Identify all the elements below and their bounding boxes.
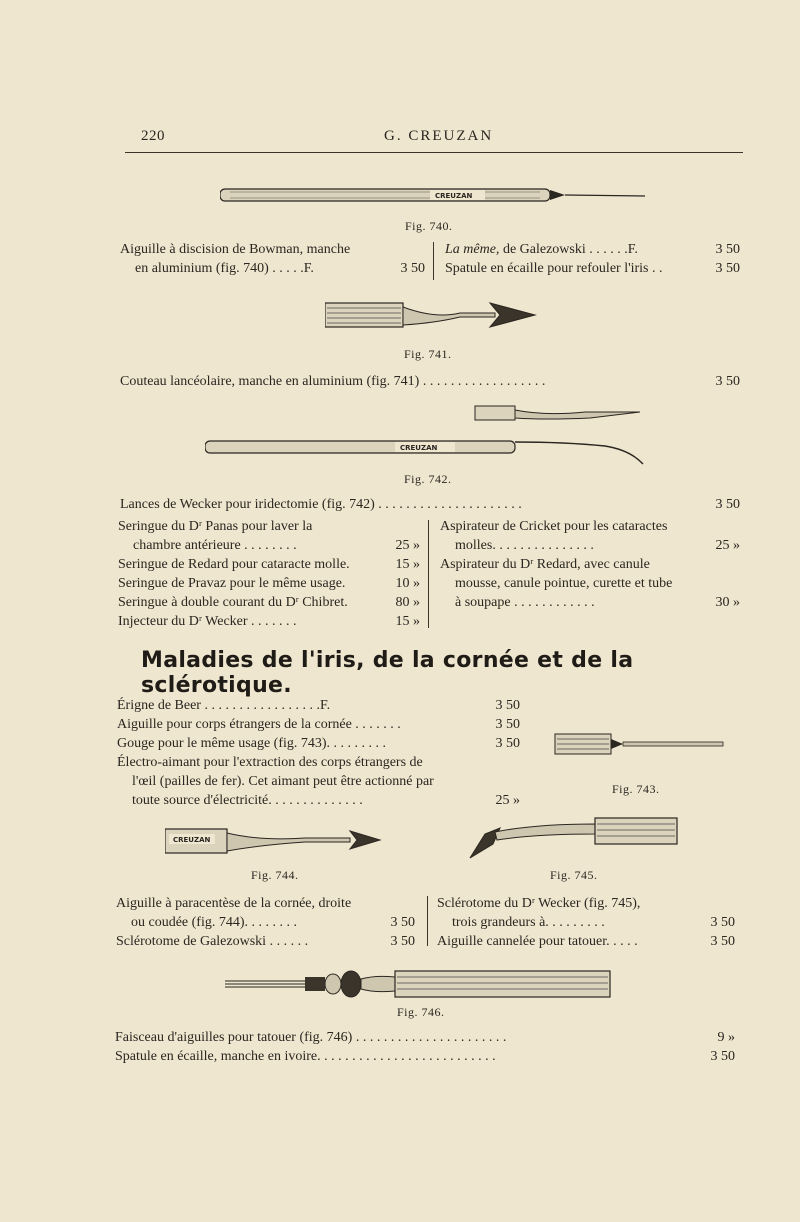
figure-745-sclerotome-illustration — [465, 814, 680, 862]
figure-746-needle-bundle-illustration — [225, 965, 615, 1001]
figure-743-gouge-illustration — [553, 731, 725, 757]
syringe-list-item: Seringue du Dʳ Panas pour laver la — [118, 519, 313, 534]
syringe-list-price: 15 » — [395, 557, 420, 572]
column-divider — [427, 896, 428, 946]
iris-list-price: 3 50 — [495, 698, 520, 713]
aspirator-list-item: molles. . . . . . . . . . . . . . . — [455, 538, 594, 553]
iris-list-price: 25 » — [495, 793, 520, 808]
figure-741-caption: Fig. 741. — [404, 347, 452, 361]
syringe-list-item: Seringue de Redard pour cataracte molle. — [118, 557, 350, 572]
iris-list-item: Électro-aimant pour l'extraction des corps étrangers de — [117, 755, 423, 770]
item-iris-spatula-price: 3 50 — [715, 261, 740, 276]
item-bowman-needle-line2: en aluminium (fig. 740) . . . . .F. — [135, 261, 314, 276]
column-divider — [433, 242, 434, 280]
figure-744-brand: CREUZAN — [173, 836, 211, 844]
sclerotome-list-price: 3 50 — [710, 934, 735, 949]
syringe-list-item: Seringue à double courant du Dʳ Chibret. — [118, 595, 348, 610]
sclerotome-list-price: 3 50 — [710, 915, 735, 930]
cornea-list-item: Sclérotome de Galezowski . . . . . . — [116, 934, 309, 949]
iris-list-item: l'œil (pailles de fer). Cet aimant peut être actionné par — [132, 774, 434, 789]
figure-745-caption: Fig. 745. — [550, 868, 598, 882]
tattoo-list-price: 9 » — [717, 1030, 735, 1045]
tattoo-list-price: 3 50 — [710, 1049, 735, 1064]
item-galezowski-needle — [445, 242, 638, 258]
syringe-list-price: 25 » — [395, 538, 420, 553]
figure-746-caption: Fig. 746. — [397, 1005, 445, 1019]
iris-list-item: Aiguille pour corps étrangers de la cornée . . . . . . . — [117, 717, 401, 732]
column-divider — [428, 520, 429, 628]
item-wecker-lances: Lances de Wecker pour iridectomie (fig. 742) . . . . . . . . . . . . . . . . . . . . . — [120, 497, 522, 512]
tattoo-list-item: Faisceau d'aiguilles pour tatouer (fig. 746) . . . . . . . . . . . . . . . . . . . . . . — [115, 1030, 507, 1045]
syringe-list-price: 15 » — [395, 614, 420, 629]
iris-list-item: toute source d'électricité. . . . . . . . . . . . . . — [132, 793, 363, 808]
cornea-list-item: ou coudée (fig. 744). . . . . . . . — [131, 915, 298, 930]
tattoo-list-item: Spatule en écaille, manche en ivoire. . . . . . . . . . . . . . . . . . . . . . . . . . — [115, 1049, 496, 1064]
iris-list-item: Érigne de Beer . . . . . . . . . . . . . . . . .F. — [117, 698, 331, 713]
figure-742-brand: CREUZAN — [400, 444, 438, 452]
figure-740-brand: CREUZAN — [435, 192, 473, 200]
item-wecker-lances-price: 3 50 — [715, 497, 740, 512]
section-heading: Maladies de l'iris, de la cornée et de la sclérotique. — [141, 648, 634, 698]
syringe-list-item: Seringue de Pravaz pour le même usage. — [118, 576, 346, 591]
sclerotome-list-item: trois grandeurs à. . . . . . . . . — [452, 915, 605, 930]
item-galezowski-needle-price: 3 50 — [715, 242, 740, 257]
syringe-list-price: 10 » — [395, 576, 420, 591]
sclerotome-list-item: Aiguille cannelée pour tatouer. . . . . — [437, 934, 638, 949]
header-rule — [125, 152, 743, 153]
cornea-list-price: 3 50 — [390, 934, 415, 949]
cornea-list-item: Aiguille à paracentèse de la cornée, droite — [116, 896, 352, 911]
aspirator-list-item: mousse, canule pointue, curette et tube — [455, 576, 673, 591]
running-title: G. CREUZAN — [384, 128, 494, 144]
item-bowman-needle-line1: Aiguille à discision de Bowman, manche — [120, 242, 351, 257]
item-lanceolate-knife: Couteau lancéolaire, manche en aluminium (fig. 741) . . . . . . . . . . . . . . . . . . — [120, 374, 546, 389]
item-lanceolate-knife-price: 3 50 — [715, 374, 740, 389]
aspirator-list-item: Aspirateur de Cricket pour les cataractes — [440, 519, 668, 534]
aspirator-list-price: 30 » — [715, 595, 740, 610]
sclerotome-list-item: Sclérotome du Dʳ Wecker (fig. 745), — [437, 896, 641, 911]
item-iris-spatula: Spatule en écaille pour refouler l'iris . . — [445, 261, 663, 276]
syringe-list-price: 80 » — [395, 595, 420, 610]
syringe-list-item: chambre antérieure . . . . . . . . — [133, 538, 297, 553]
iris-list-price: 3 50 — [495, 736, 520, 751]
iris-list-item: Gouge pour le même usage (fig. 743). . . . . . . . . — [117, 736, 387, 751]
figure-741-knife-illustration — [325, 295, 540, 335]
figure-740-caption: Fig. 740. — [405, 219, 453, 233]
figure-742-lance-illustration — [205, 398, 645, 468]
item-galezowski-needle-rest: de Galezowski . . . . . .F. — [499, 242, 638, 257]
figure-744-caption: Fig. 744. — [251, 868, 299, 882]
figure-744-paracentesis-needle-illustration — [165, 825, 385, 859]
figure-740-needle-illustration — [220, 183, 650, 207]
figure-743-caption: Fig. 743. — [612, 782, 660, 796]
aspirator-list-item: à soupape . . . . . . . . . . . . — [455, 595, 595, 610]
item-bowman-needle-price: 3 50 — [400, 261, 425, 276]
page-number: 220 — [141, 128, 165, 144]
item-galezowski-needle-italic: La même, — [445, 242, 500, 257]
figure-742-caption: Fig. 742. — [404, 472, 452, 486]
aspirator-list-item: Aspirateur du Dʳ Redard, avec canule — [440, 557, 650, 572]
aspirator-list-price: 25 » — [715, 538, 740, 553]
cornea-list-price: 3 50 — [390, 915, 415, 930]
iris-list-price: 3 50 — [495, 717, 520, 732]
syringe-list-item: Injecteur du Dʳ Wecker . . . . . . . — [118, 614, 297, 629]
